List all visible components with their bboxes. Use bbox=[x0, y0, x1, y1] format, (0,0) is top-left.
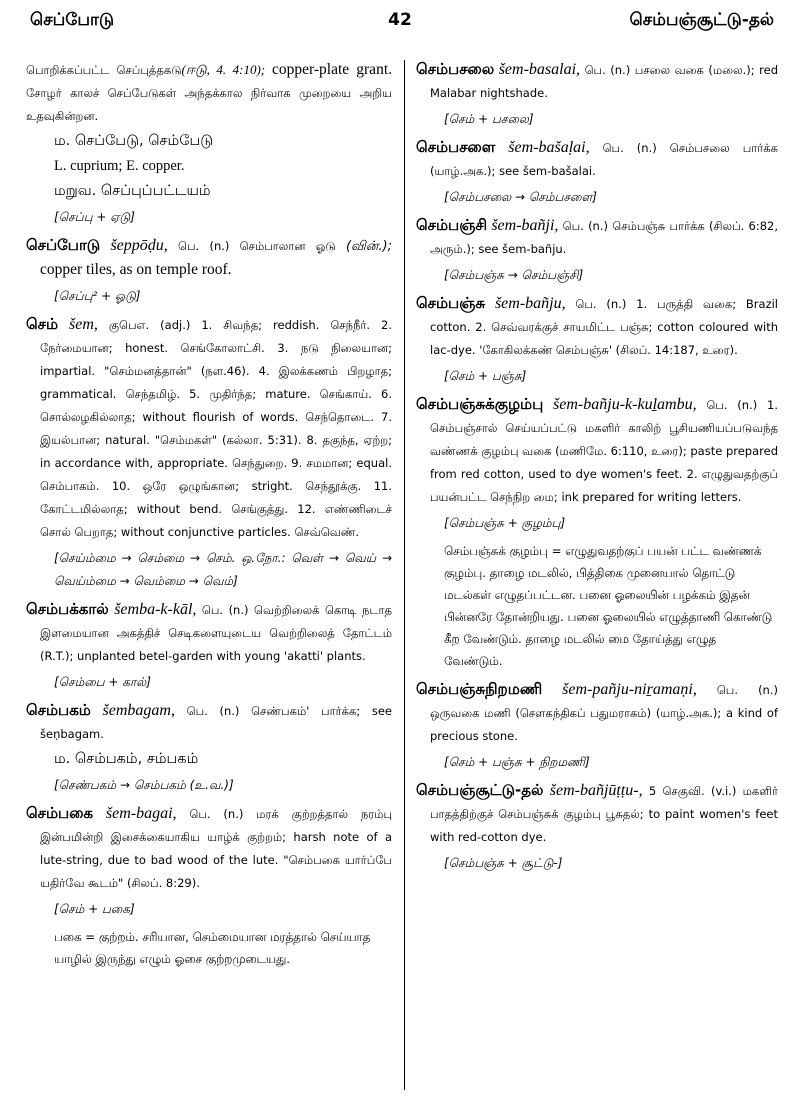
definition: குபெஎ. (adj.) 1. சிவந்த; reddish. செந்நீர். 2. நேர்மையான; honest. செங்கோலாட்சி. 3. நடு நிலையான; impartial. "செம்மனத்தான்" (நள.46). 4. இலக்கணம் பிறழாத; grammatical. செந்தமிழ். 5. முதிர்ந்த; mature. செங்காய். 6. சொல்லழகில்லாத; without flourish of words. செந்தொடை. 7. இயல்பான; natural. "செம்மகள்" (கல்லா. 5:31). 8. தகுந்த, ஏற்ற; in accordance with, appropriate. செந்துறை. 9. சமமான; equal. செம்பாகம். 10. ஒரே ஒழுங்கான; stright. செந்தூக்கு. 11. கோட்டமில்லாத; without bend. செங்குத்து. 12. எண்ணிடைச் சொல் பெறாத; without conjunctive particles. செவ்வெண். bbox=[40, 318, 392, 539]
entry-sembanjukkuzhambu bbox=[416, 393, 778, 672]
entry-sembanjuniramani bbox=[416, 678, 778, 774]
entry-sembanju bbox=[416, 292, 778, 388]
entry-seppodu bbox=[26, 234, 392, 308]
tamil-text: பொறிக்கப்பட்ட செப்புத்தகடு bbox=[26, 63, 182, 77]
headword: செம்பகம் bbox=[26, 701, 91, 719]
etymology: [செம் + பஞ்சு + நிறமணி] bbox=[444, 755, 590, 769]
english-gloss: copper tiles, as on temple roof. bbox=[40, 261, 232, 278]
entry-text bbox=[416, 678, 778, 748]
headword: செம்பஞ்சி bbox=[416, 216, 488, 234]
source-ref: (ஈடு, 4. 4:10); bbox=[181, 62, 266, 77]
page-header bbox=[0, 0, 800, 40]
entry-sembanji bbox=[416, 214, 778, 287]
transliteration: šem-bañjūṭṭu-, bbox=[549, 782, 643, 799]
entry-text bbox=[416, 393, 778, 509]
entry-text bbox=[26, 58, 392, 128]
entry-continuation bbox=[26, 58, 392, 229]
etymology: [செம் + பகை] bbox=[54, 902, 135, 916]
cognate-line: L. cuprium; E. copper. bbox=[54, 158, 185, 174]
usage-note: செம்பஞ்சுக் குழம்பு = எழுதுவதற்குப் பயன் பட்ட வண்ணக் குழம்பு. தாழை மடலில், பித்திகை முனையால் தொட்டு மடல்கள் எழுதப்பட்டன. பனை ஓலையின் பழக்கம் இதன் பின்னரே தோன்றியது. பனை ஓலையில் எழுத்தாணி கொண்டு கீற வேண்டும். தாழை மடலில் மை தோய்த்து எழுத வேண்டும். bbox=[444, 544, 773, 668]
etymology: [செண்பகம் → செம்பகம் (உ.வ.)] bbox=[54, 778, 234, 792]
entry-text bbox=[416, 292, 778, 362]
etymology: [செம்பசலை → செம்பசளை] bbox=[444, 190, 597, 204]
etymology: [செம்பஞ்சு + குழம்பு] bbox=[444, 516, 566, 530]
etymology: [செம்பஞ்சு → செம்பஞ்சி] bbox=[444, 268, 584, 282]
etymology: [செப்பு + ஏடு] bbox=[54, 210, 135, 224]
transliteration: šem-bañju-k-kuḻambu, bbox=[553, 396, 697, 413]
entry-text bbox=[416, 136, 778, 183]
variant-line: மறுவ. செப்புப்பட்டயம் bbox=[54, 183, 211, 199]
transliteration: šem-basalai, bbox=[498, 61, 581, 78]
page-number: 42 bbox=[388, 10, 412, 30]
entry-text bbox=[26, 313, 392, 544]
headword: செம்பஞ்சுக்குழம்பு bbox=[416, 395, 544, 413]
headword: செம் bbox=[26, 315, 59, 333]
transliteration: šembagam, bbox=[102, 702, 175, 719]
header-first-word: செப்போடு bbox=[30, 10, 115, 30]
definition-tamil: பெ. (n.) செம்பாலான ஓடு bbox=[178, 239, 336, 253]
cognate-line: ம. செப்பேடு, செம்பேடு bbox=[54, 133, 214, 149]
headword: செம்பஞ்சூட்டு-தல் bbox=[416, 781, 544, 799]
transliteration: šem, bbox=[69, 316, 98, 333]
headword: செப்போடு bbox=[26, 236, 101, 254]
entry-sembakkal bbox=[26, 598, 392, 694]
definition: பெ. (n.) வெற்றிலைக் கொடி நடாத இளமையான அகத்திச் செடிகளையுடைய வெற்றிலைத் தோட்டம் (R.T.); unplanted betel-garden with young 'akatti' plants. bbox=[40, 603, 392, 663]
etymology: [செப்பு² + ஓடு] bbox=[54, 289, 141, 303]
etymology: [செம்பஞ்சு + சூட்டு-] bbox=[444, 856, 563, 870]
cognate-line: ம. செம்பகம், சம்பகம் bbox=[54, 751, 199, 767]
entry-text bbox=[26, 802, 392, 895]
headword: செம்பசளை bbox=[416, 138, 496, 156]
entry-text bbox=[26, 598, 392, 668]
entry-sembasalai-variant bbox=[416, 136, 778, 209]
definition: 5 செகுவி. (v.i.) மகளிர் பாதத்திற்குச் செம்பஞ்சுக் குழம்பு பூசுதல்; to paint women's feet with red-cotton dye. bbox=[430, 784, 778, 844]
headword: செம்பஞ்சுநிறமணி bbox=[416, 680, 543, 698]
headword: செம்பசலை bbox=[416, 60, 495, 78]
definition: பெ. (n.) 1. பருத்தி வகை; Brazil cotton. 2. செவ்வரக்குச் சாயமிட்ட பஞ்சு; cotton coloured with lac-dye. 'கோகிலக்கண் செம்பஞ்சு' (சிலப். 14:187, உரை). bbox=[430, 297, 778, 357]
definition: பெ. (n.) பசலை வகை (மலை.); red Malabar nightshade. bbox=[430, 63, 778, 100]
right-column bbox=[416, 58, 778, 1098]
transliteration: šem-bañju, bbox=[494, 295, 566, 312]
tamil-text: சோழர் காலச் செப்பேடுகள் அந்தக்கால நிர்வாக முறையை அறிய உதவுகின்றன. bbox=[26, 86, 392, 123]
transliteration: šem-pañju-niṟamaṇi, bbox=[562, 681, 697, 698]
header-last-word: செம்பஞ்சூட்டு-தல் bbox=[629, 10, 774, 30]
entry-text bbox=[26, 234, 392, 282]
entry-sem bbox=[26, 313, 392, 593]
left-column bbox=[26, 58, 392, 1098]
transliteration: šemba-k-kāl, bbox=[114, 601, 197, 618]
transliteration: šem-bagai, bbox=[105, 805, 177, 822]
definition: பெ. (n.) செண்பகம்' பார்க்க; see šeṇbagam. bbox=[40, 704, 392, 741]
entry-text bbox=[416, 58, 778, 105]
etymology: [செம் + பஞ்சு] bbox=[444, 369, 527, 383]
entry-sembanjoottu bbox=[416, 779, 778, 875]
headword: செம்பஞ்சு bbox=[416, 294, 486, 312]
definition: பெ. (n.) ஒருவகை மணி (சௌகந்திகப் பதுமராகம்) (யாழ்.அக.); a kind of precious stone. bbox=[430, 683, 778, 743]
entry-text bbox=[416, 779, 778, 849]
column-divider bbox=[404, 60, 405, 1090]
definition: பெ. (n.) செம்பஞ்சு பார்க்க (சிலப். 6:82, அரும்.); see šem-bañju. bbox=[430, 219, 778, 256]
etymology: [செய்ம்மை → செம்மை → செம். ஒ.நோ.: வெள் → வெய் → வெய்ம்மை → வெம்மை → வெம்] bbox=[54, 551, 392, 588]
entry-sembasalai bbox=[416, 58, 778, 131]
definition: பெ. (n.) 1. செம்பஞ்சால் செய்யப்பட்டு மகளிர் காலிற் பூசியணியப்படுவந்த வண்ணக் குழம்பு வகை (மணிமே. 6:110, உரை); paste prepared from red cotton, used to dye women's feet. 2. எழுதுவதற்குப் பயன்பட்ட செந்நிற மை; ink prepared for writing letters. bbox=[430, 398, 778, 504]
english-gloss: copper-plate grant. bbox=[272, 61, 392, 78]
etymology: [செம் + பசலை] bbox=[444, 112, 534, 126]
transliteration: šeppōḍu, bbox=[110, 237, 168, 254]
transliteration: šem-bañji, bbox=[491, 217, 559, 234]
entry-sembagam bbox=[26, 699, 392, 797]
definition: பெ. (n.) செம்பசலை பார்க்க (யாழ்.அக.); see šem-bašalai. bbox=[430, 141, 778, 178]
usage-note: பகை = குற்றம். சரியான, செம்மையான மரத்தால் செய்யாத யாழில் இருந்து எழும் ஓசை குற்றமுடையது. bbox=[54, 930, 371, 966]
entry-sembagai bbox=[26, 802, 392, 970]
etymology: [செம்பை + கால்] bbox=[54, 675, 151, 689]
headword: செம்பகை bbox=[26, 804, 94, 822]
entry-text bbox=[26, 699, 392, 746]
transliteration: šem-bašaḷai, bbox=[508, 139, 590, 156]
source-ref: (வின்.); bbox=[345, 239, 392, 254]
entry-text bbox=[416, 214, 778, 261]
headword: செம்பக்கால் bbox=[26, 600, 109, 618]
definition: பெ. (n.) மரக் குற்றத்தால் நரம்பு இன்பமின்றி இசைக்கையாகிய யாழ்க் குற்றம்; harsh note of a lute-string, due to bad wood of the lute. "செம்பகை யார்ப்பே யதிர்வே கூடம்" (சிலப். 8:29). bbox=[40, 807, 392, 890]
